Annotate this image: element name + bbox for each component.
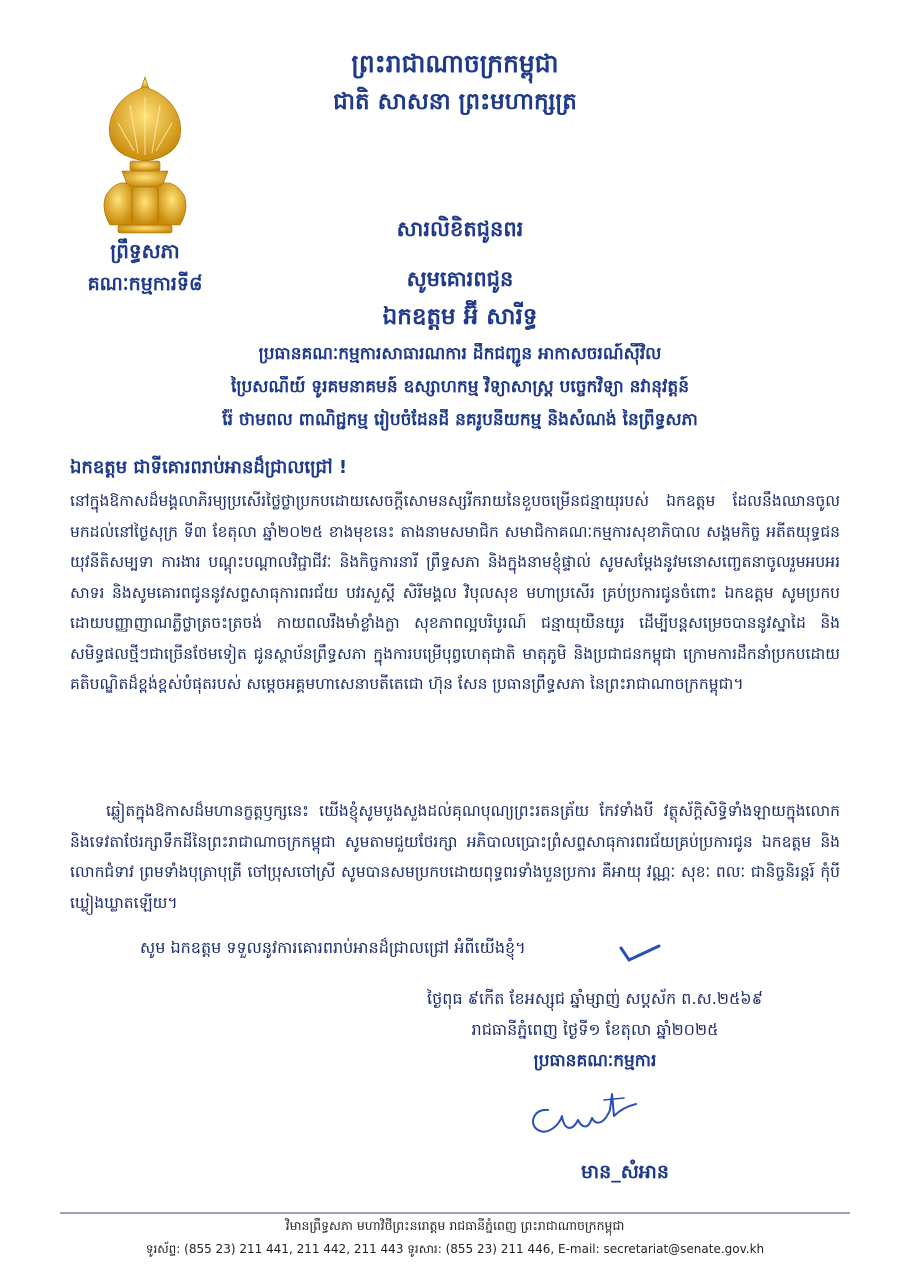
recipient-name: ឯកឧត្តម អ៊ី សារីទ្ធ <box>382 304 538 330</box>
kingdom-heading: ព្រះរាជាណាចក្រកម្ពុជា <box>351 49 559 78</box>
committee-name: គណៈកម្មការទី៨ <box>87 273 203 295</box>
lunar-date: ថ្ងៃពុធ ៩កើត ខែអស្សុជ ឆ្នាំម្សាញ់ សប្ដស័ក ព.ស.២៥៦៩ <box>427 989 763 1008</box>
signer-title: ប្រធានគណៈកម្មការ <box>533 1051 657 1071</box>
footer-contact: ទូរស័ព្ទ: (855 23) 211 441, 211 442, 211 443 ទូរសារ: (855 23) 211 446, E-mail: secretariat@senate.gov.kh <box>145 1242 765 1256</box>
footer-divider <box>60 1212 850 1214</box>
national-motto: ជាតិ សាសនា ព្រះមហាក្សត្រ <box>333 89 577 115</box>
senate-name: ព្រឹទ្ធសភា <box>110 239 180 263</box>
footer-address: វិមានព្រឹទ្ធសភា មហាវិថីព្រះនរោត្តម រាជធានីភ្នំពេញ ព្រះរាជាណាចក្រកម្ពុជា <box>285 1218 625 1233</box>
closing-line: សូម ឯកឧត្តម ទទួលនូវការគោរពរាប់អានដ៏ជ្រាលជ្រៅ អំពីយើងខ្ញុំ។ <box>140 938 526 957</box>
check-mark-icon <box>615 938 663 964</box>
recipient-role-line: រ៉ែ ថាមពល ពាណិជ្ជកម្ម រៀបចំដែនដី នគរូបនីយកម្ម និងសំណង់ នៃព្រឹទ្ធសភា <box>222 410 698 430</box>
body-paragraph: នៅក្នុងឱកាសដ៏មង្គលាភិរម្យប្រសើរថ្លៃថ្លាប្រកបដោយសេចក្ដីសោមនស្សរីករាយនៃខួបចម្រើនជន្មាយុរបស់ ឯកឧត្តម ដែលនឹងឈានចូលមកដល់នៅថ្ងៃសុក្រ ទី៣ ខែតុលា ឆ្នាំ២០២៥ ខាងមុខនេះ តាងនាមសមាជិក សមាជិកាគណៈកម្មការសុខាភិបាល សង្គមកិច្ច អតីតយុទ្ធជន យុវនីតិសម្បទា ការងារ បណ្ដុះបណ្ដាលវិជ្ជាជីវៈ និងកិច្ចការនារី ព្រឹទ្ធសភា និងក្នុងនាមខ្ញុំផ្ទាល់ សូមសម្ដែងនូវមនោសញ្ចេតនាចូលរួមអបអរសាទរ និងសូមគោរពជូននូវសព្ទសាធុការពរជ័យ បវរសួស្ដី សិរីមង្គល វិបុលសុខ មហាប្រសើរ គ្រប់ប្រការជូនចំពោះ ឯកឧត្តម សូមប្រកបដោយបញ្ញាញាណភ្លឺថ្លាត្រចះត្រចង់ កាយពលរឹងមាំខ្លាំងក្លា សុខភាពល្អបរិបូរណ៍ ជន្មាយុយឺនយូរ ដើម្បីបន្តសម្រេចបាននូវស្នាដៃ និងសមិទ្ធផលថ្មីៗជាច្រើនថែមទៀត ជូនស្ថាប័នព្រឹទ្ធសភា ក្នុងការបម្រើបុព្វហេតុជាតិ មាតុភូមិ និងប្រជាជនកម្ពុជា ក្រោមការដឹកនាំប្រកបដោយគតិបណ្ឌិតដ៏ខ្ពង់ខ្ពស់បំផុតរបស់ សម្ដេចអគ្គមហាសេនាបតីតេជោ ហ៊ុន សែន ប្រធានព្រឹទ្ធសភា នៃព្រះរាជាណាចក្រកម្ពុជា។ <box>70 492 840 693</box>
document-type: សារលិខិតជូនពរ <box>396 217 524 241</box>
salutation: ឯកឧត្តម ជាទីគោរពរាប់អានដ៏ជ្រាលជ្រៅ ! <box>70 457 348 478</box>
respect-line: សូមគោរពជូន <box>406 267 514 291</box>
handwritten-signature <box>520 1080 650 1150</box>
recipient-role-line: ប្រធានគណៈកម្មការសាធារណការ ដឹកជញ្ជូន អាកាសចរណ៍ស៊ីវិល <box>258 344 662 364</box>
recipient-role-line: ប្រៃសណីយ៍ ទូរគមនាគមន៍ ឧស្សាហកម្ម វិទ្យាសាស្ត្រ បច្ចេកវិទ្យា នវានុវត្តន៍ <box>231 377 689 397</box>
solar-date: រាជធានីភ្នំពេញ ថ្ងៃទី១ ខែតុលា ឆ្នាំ២០២៥ <box>471 1020 719 1039</box>
body-paragraph: ឆ្លៀតក្នុងឱកាសដ៏មហានក្ខត្តឫក្សនេះ យើងខ្ញុំសូមបួងសួងដល់គុណបុណ្យព្រះរតនត្រ័យ កែវទាំងបី វត្ថុស័ក្ដិសិទ្ធិទាំងឡាយក្នុងលោក និងទេវតាថែរក្សាទឹកដីនៃព្រះរាជាណាចក្រកម្ពុជា សូមតាមជួយថែរក្សា អភិបាលប្រោះព្រំសព្ទសាធុការពរជ័យគ្រប់ប្រការជូន ឯកឧត្តម និងលោកជំទាវ ព្រមទាំងបុត្រាបុត្រី ចៅប្រុសចៅស្រី សូមបានសមប្រកបដោយពុទ្ធពរទាំងបួនប្រការ គឺអាយុ វណ្ណៈ សុខៈ ពលៈ ជានិច្ចនិរន្តរ៍ កុំបីឃ្លៀងឃ្លាតឡើយ។ <box>70 802 840 912</box>
senate-emblem-icon <box>100 75 190 235</box>
signer-name: មាន_សំអាន <box>581 1161 669 1183</box>
